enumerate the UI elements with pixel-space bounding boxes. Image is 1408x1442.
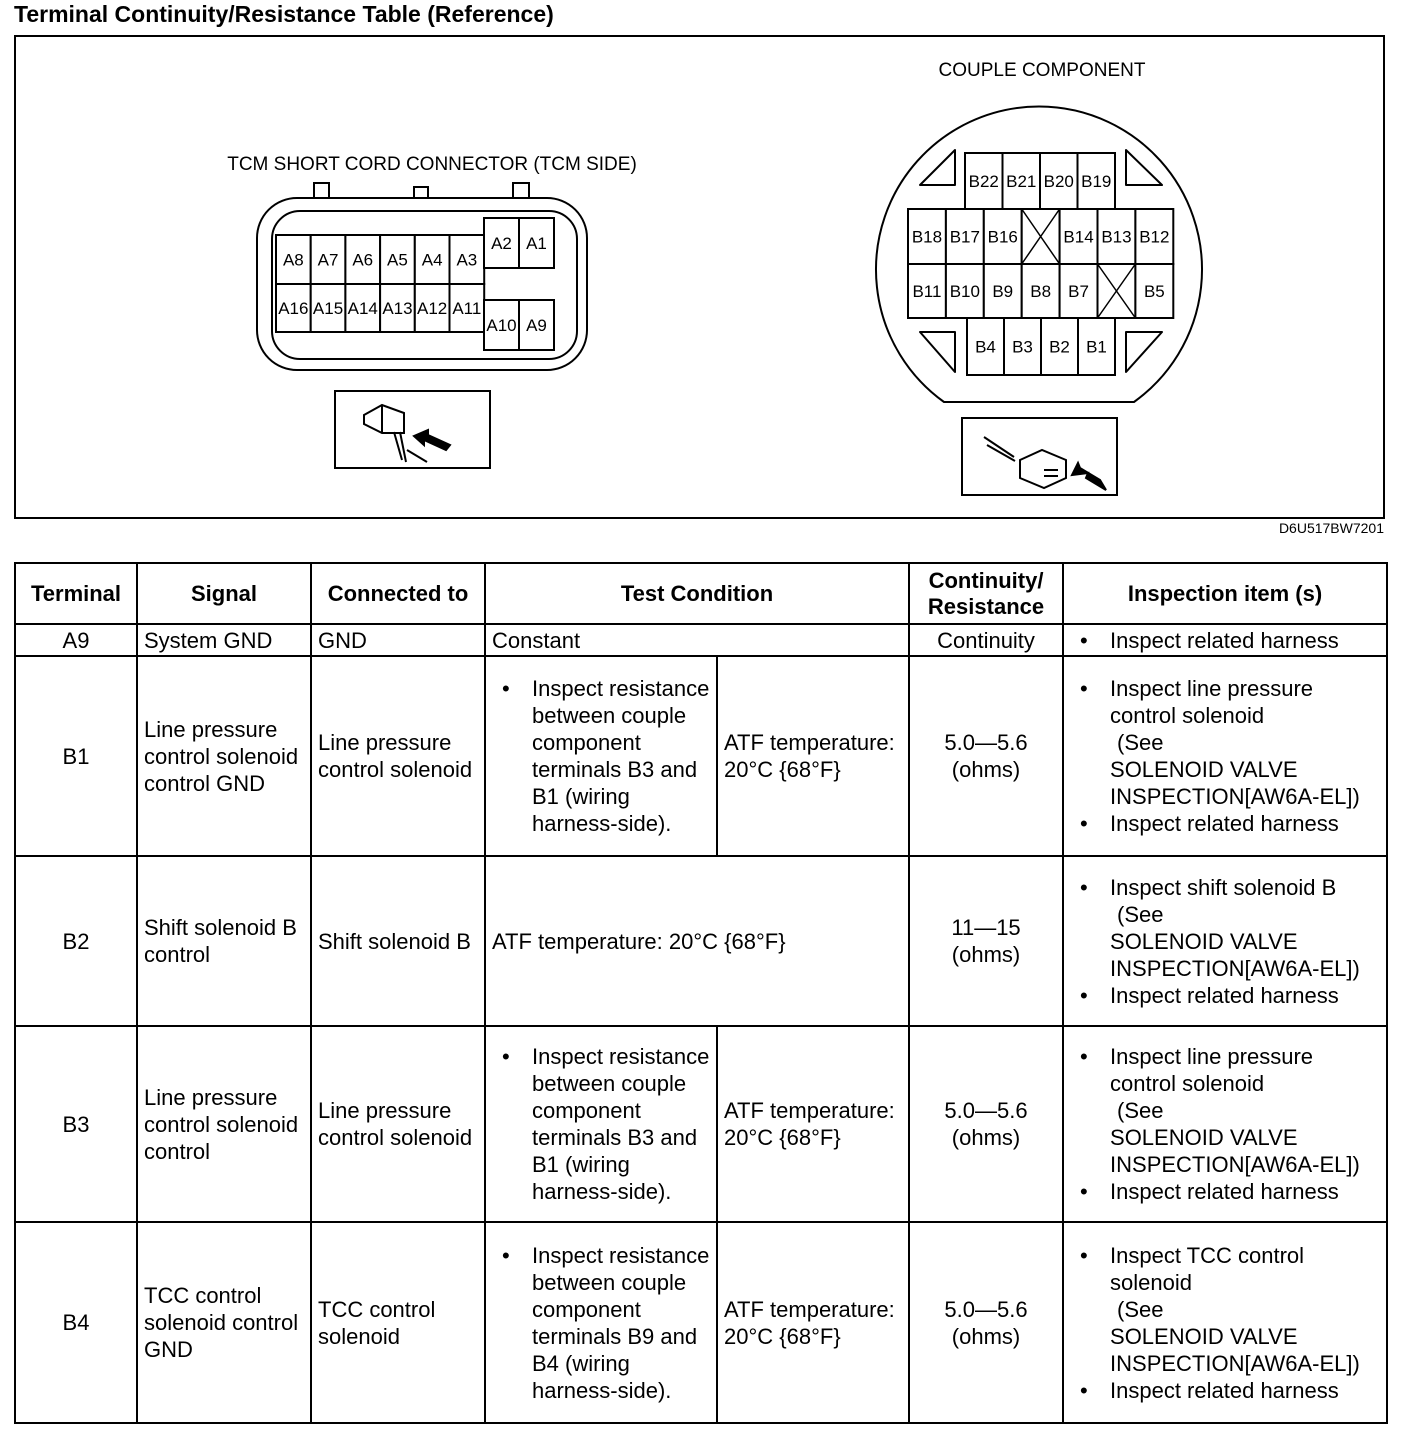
header-continuity: Continuity/ Resistance [909,563,1063,624]
condition-item: • Inspect resistance between couple component terminals B9 and B4 (wiring harness-side). [532,1242,710,1404]
table-row [15,624,1387,656]
signal-cell: Shift solenoid B control [137,856,311,1026]
reference-link[interactable]: SOLENOID VALVE INSPECTION[AW6A-EL]) [1110,928,1360,981]
condition-cell: Constant [485,624,909,656]
condition-item: • Inspect resistance between couple component terminals B3 and B1 (wiring harness-side). [532,1043,710,1205]
pin-label: A7 [317,250,339,270]
table-row [15,1026,1387,1222]
header-signal: Signal [137,563,311,624]
signal-cell: TCC control solenoid control GND [137,1222,311,1423]
pin-label: A12 [417,299,448,318]
pin-label: B10 [949,282,980,301]
result-cell: 11—15 (ohms) [909,856,1063,1026]
inspection-cell [1063,856,1387,1026]
see-text: (See [1117,1296,1164,1322]
connected-cell: Line pressure control solenoid [311,1026,485,1222]
pin-label: B2 [1049,337,1070,357]
condition-cell [485,1222,717,1423]
inspection-item [1110,675,1380,810]
pin-label: B18 [911,227,943,247]
inspection-item: • Inspect related harness [1110,1377,1380,1404]
header-connected-to: Connected to [311,563,485,624]
header-inspection: Inspection item (s) [1063,563,1387,624]
pin-label: A10 [486,316,517,335]
connected-cell: Line pressure control solenoid [311,656,485,856]
pin-label: A1 [526,234,547,253]
pin-label: B22 [968,172,999,191]
connected-cell: GND [311,624,485,656]
result-cell: 5.0—5.6 (ohms) [909,1026,1063,1222]
signal-cell: Line pressure control solenoid control GND [137,656,311,856]
couple-component-label: COUPLE COMPONENT [938,60,1146,81]
condition-cell [485,1026,717,1222]
pin-label: B19 [1081,172,1112,191]
pin-label: B7 [1068,282,1089,301]
see-text: (See [1117,730,1164,755]
see-text: (See [1117,1098,1164,1123]
couple-view-direction-icon [962,418,1117,495]
condition-cell: ATF temperature: 20°C {68°F} [485,856,909,1026]
table-header-row [15,563,1387,624]
connector-figure [14,35,1385,519]
tcm-view-direction-icon [335,391,490,468]
pin-label: A9 [526,316,547,335]
pin-label: A14 [347,299,378,318]
pin-label: A8 [282,250,304,270]
result-cell: Continuity [909,624,1063,656]
inspection-cell [1063,1026,1387,1222]
pin-label: A15 [312,299,344,318]
pin-label: B12 [1139,227,1170,247]
inspection-cell [1063,1222,1387,1423]
inspection-item: • Inspect related harness [1110,1178,1380,1205]
result-cell: 5.0—5.6 (ohms) [909,1222,1063,1423]
terminal-cell: A9 [15,624,137,656]
connected-cell: TCC control solenoid [311,1222,485,1423]
header-terminal: Terminal [15,563,137,624]
result-cell: 5.0—5.6 (ohms) [909,656,1063,856]
pin-label: B16 [987,227,1018,247]
pin-label: A11 [452,299,482,318]
terminal-cell: B1 [15,656,137,856]
table-row [15,656,1387,856]
pin-label: B21 [1006,172,1037,191]
reference-link[interactable]: SOLENOID VALVE INSPECTION[AW6A-EL]) [1110,757,1360,809]
terminal-cell: B3 [15,1026,137,1222]
pin-label: B9 [992,282,1014,301]
pin-label: A5 [387,250,408,270]
pin-label: B3 [1012,337,1033,357]
header-test-condition: Test Condition [485,563,909,624]
couple-pin-grid [908,153,1173,375]
pin-label: B14 [1063,227,1094,247]
terminal-cell: B2 [15,856,137,1026]
figure-id: D6U517BW7201 [1278,520,1384,536]
inspection-cell [1063,624,1387,656]
pin-label: A13 [382,299,413,318]
pin-label: B20 [1043,172,1074,191]
tcm-connector-label: TCM SHORT CORD CONNECTOR (TCM SIDE) [227,154,637,175]
inspection-item: • Inspect related harness [1110,810,1380,837]
pin-label: B17 [949,227,980,247]
pin-label: A16 [278,299,309,318]
pin-label: B1 [1086,337,1107,357]
inspection-item-text: Inspect line pressure control solenoid [1110,1044,1314,1096]
pin-label: B4 [975,337,996,357]
reference-link[interactable]: SOLENOID VALVE INSPECTION[AW6A-EL]) [1110,1125,1360,1177]
signal-cell: System GND [137,624,311,656]
inspection-item-text: Inspect shift solenoid B [1110,874,1337,900]
pin-label: B11 [912,282,942,301]
reference-link[interactable]: SOLENOID VALVE INSPECTION[AW6A-EL]) [1110,1323,1360,1376]
table-row [15,856,1387,1026]
inspection-item [1110,1043,1380,1178]
connected-cell: Shift solenoid B [311,856,485,1026]
see-text: (See [1117,901,1164,927]
inspection-item: • Inspect related harness [1110,627,1380,654]
pin-label: B13 [1101,227,1132,247]
page-title: Terminal Continuity/Resistance Table (Reference) [14,1,554,27]
tcm-pin-grid [276,218,554,350]
inspection-item [1110,874,1380,982]
pin-label: A4 [421,250,443,270]
condition-item: • Inspect resistance between couple component terminals B3 and B1 (wiring harness-side). [532,675,710,837]
condition-cell [485,656,717,856]
inspection-item-text: Inspect line pressure control solenoid [1110,676,1314,728]
inspection-cell [1063,656,1387,856]
pin-label: A3 [456,250,478,270]
terminal-cell: B4 [15,1222,137,1423]
condition-temp-cell: ATF temperature: 20°C {68°F} [717,656,909,856]
terminal-table [14,562,1388,1424]
inspection-item: • Inspect related harness [1110,982,1380,1009]
table-row [15,1222,1387,1423]
pin-label: A2 [491,234,512,253]
pin-label: A6 [352,250,374,270]
condition-temp-cell: ATF temperature: 20°C {68°F} [717,1026,909,1222]
condition-temp-cell: ATF temperature: 20°C {68°F} [717,1222,909,1423]
inspection-item-text: Inspect TCC control solenoid [1110,1242,1305,1295]
pin-label: B8 [1030,282,1052,301]
signal-cell: Line pressure control solenoid control [137,1026,311,1222]
inspection-item [1110,1242,1380,1377]
connector-diagram [16,37,1383,517]
pin-label: B5 [1143,282,1165,301]
